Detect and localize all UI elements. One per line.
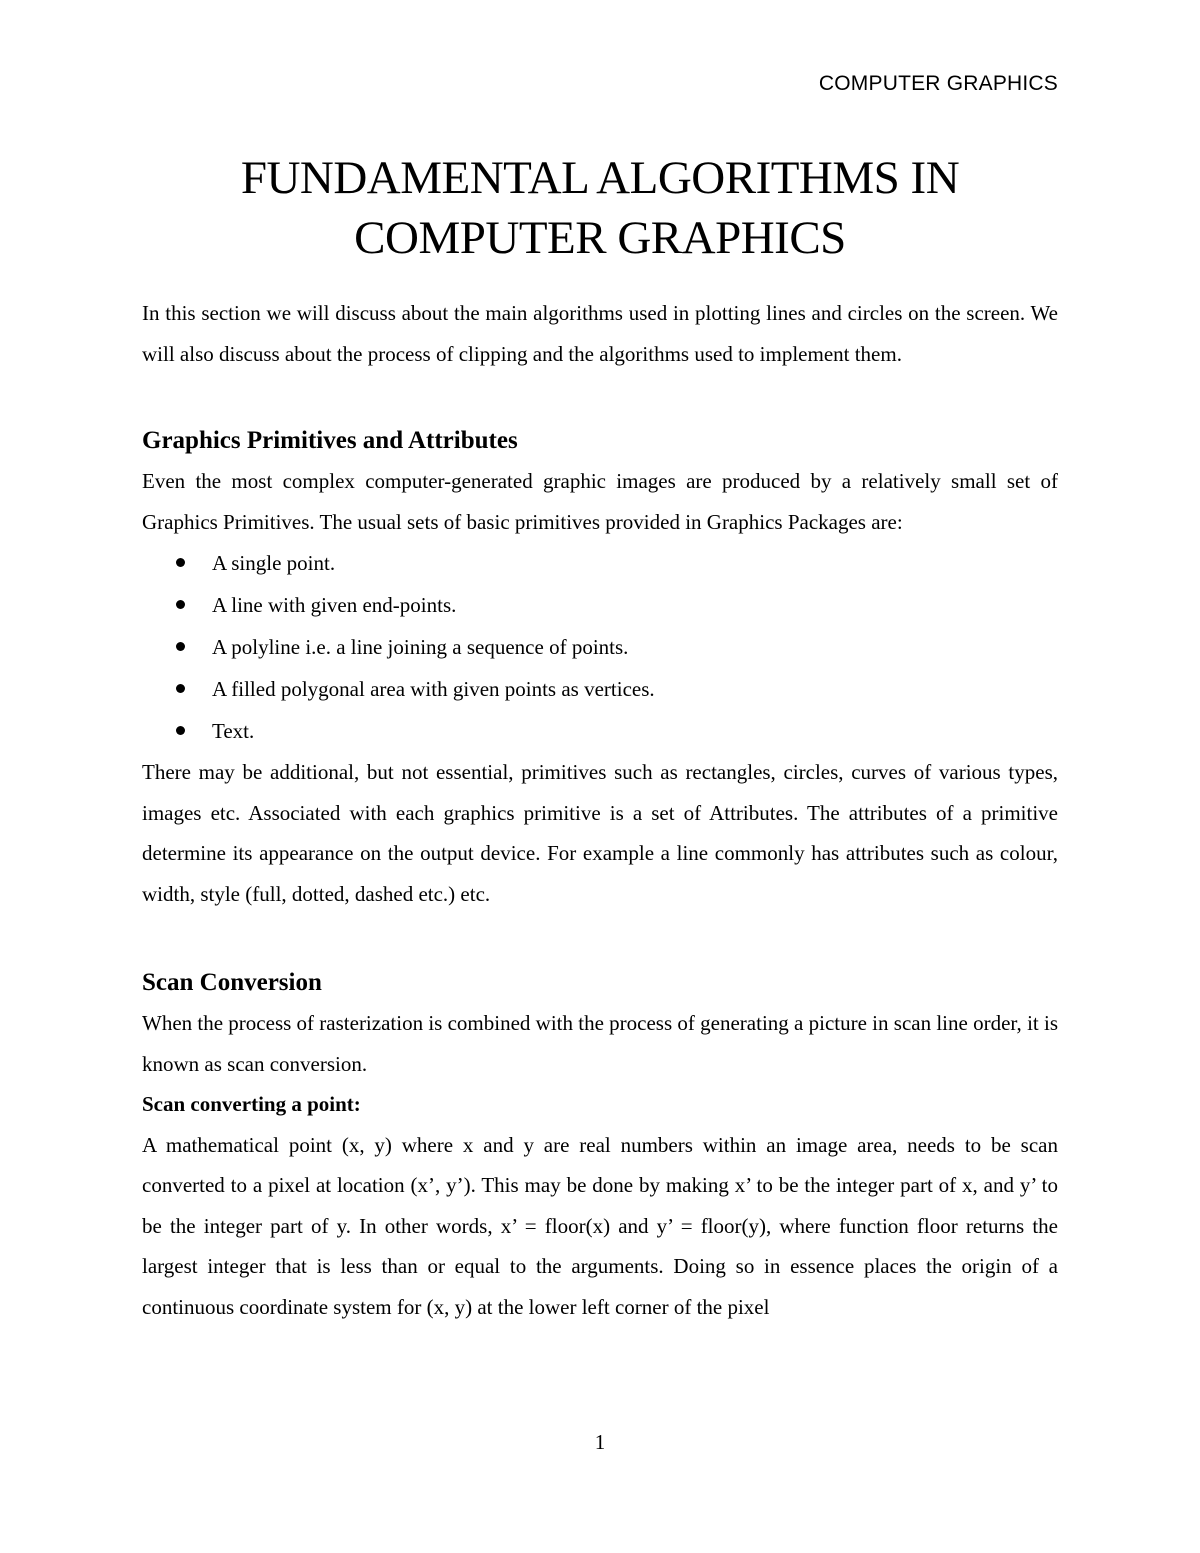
running-header: COMPUTER GRAPHICS bbox=[818, 72, 1058, 95]
subheading-scan-point: Scan converting a point: bbox=[142, 1092, 361, 1116]
list-item-text: Text. bbox=[212, 719, 255, 743]
list-item-text: A polyline i.e. a line joining a sequence of points. bbox=[212, 635, 629, 659]
document-title-line-1: FUNDAMENTAL ALGORITHMS IN bbox=[240, 152, 960, 204]
list-item bbox=[212, 668, 1058, 710]
list-item bbox=[212, 626, 1058, 668]
bullet-icon bbox=[176, 600, 185, 609]
bullet-icon bbox=[176, 684, 185, 693]
list-item-text: A single point. bbox=[212, 551, 336, 575]
list-item bbox=[212, 542, 1058, 584]
list-item bbox=[212, 584, 1058, 626]
primitives-paragraph-2: There may be additional, but not essential, primitives such as rectangles, circles, curves of various types, images etc. Associated with each graphics primitive is a set of Attributes. The attributes of a primitive determine its appearance on the output device. For example a line commonly has attributes such as colour, width, style (full, dotted, dashed etc.) etc. bbox=[142, 760, 1058, 906]
primitives-bullet-list bbox=[142, 542, 1058, 752]
scan-paragraph-2: A mathematical point (x, y) where x and y are real numbers within an image area, needs to be scan converted to a pixel at location (x’, y’). This may be done by making x’ to be the integer part of x, and y’ to be the integer part of y. In other words, x’ = floor(x) and y’ = floor(y), where function floor returns the largest integer that is less than or equal to the arguments. Doing so in essence places the origin of a continuous coordinate system for (x, y) at the lower left corner of the pixel bbox=[142, 1132, 1058, 1319]
section-heading-primitives: Graphics Primitives and Attributes bbox=[142, 427, 518, 454]
intro-paragraph: In this section we will discuss about the main algorithms used in plotting lines and circles on the screen. We will also discuss about the process of clipping and the algorithms used to implement them. bbox=[142, 301, 1058, 366]
page-number: 1 bbox=[594, 1430, 606, 1454]
list-item bbox=[212, 710, 1058, 752]
primitives-paragraph-1: Even the most complex computer-generated graphic images are produced by a relatively small set of Graphics Primitives. The usual sets of basic primitives provided in Graphics Packages are: bbox=[142, 469, 1058, 534]
section-heading-scan-conversion: Scan Conversion bbox=[142, 969, 322, 996]
scan-paragraph-1: When the process of rasterization is combined with the process of generating a picture in scan line order, it is known as scan conversion. bbox=[142, 1011, 1058, 1076]
list-item-text: A filled polygonal area with given points as vertices. bbox=[212, 677, 655, 701]
bullet-icon bbox=[176, 558, 185, 567]
bullet-icon bbox=[176, 726, 185, 735]
document-title bbox=[142, 148, 1058, 268]
list-item-text: A line with given end-points. bbox=[212, 593, 457, 617]
page-content bbox=[142, 148, 1058, 1327]
bullet-icon bbox=[176, 642, 185, 651]
document-title-line-2: COMPUTER GRAPHICS bbox=[354, 212, 846, 264]
